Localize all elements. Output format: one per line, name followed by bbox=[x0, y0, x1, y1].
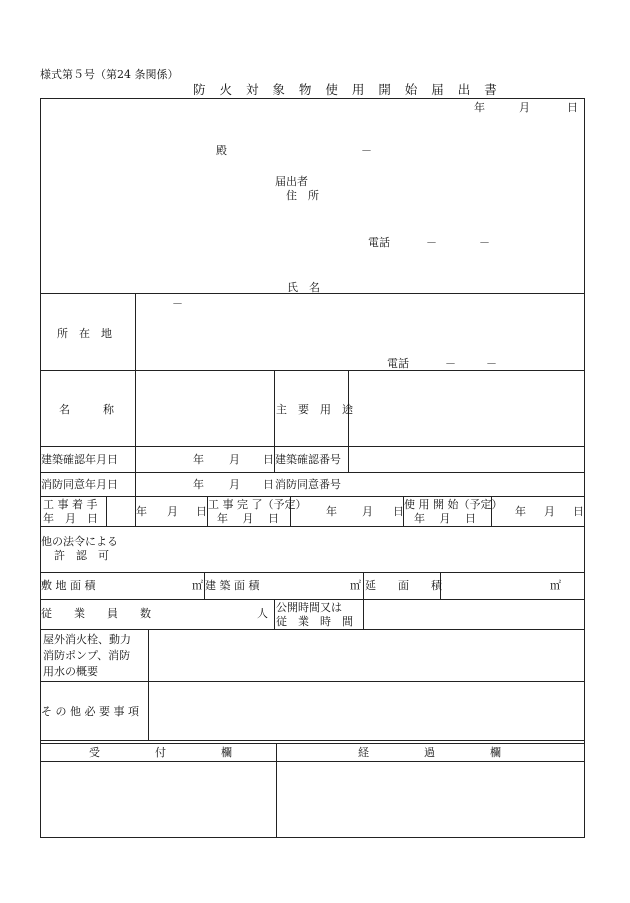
construction-start-label: 工 事 着 手 bbox=[43, 498, 98, 511]
consent-date-year: 年 bbox=[193, 478, 204, 491]
consent-number-label: 消防同意番号 bbox=[275, 478, 341, 491]
construction-start-day: 日 bbox=[196, 505, 207, 518]
construction-complete-label: 工 事 完 了（予定） bbox=[208, 498, 307, 511]
notifier-name-label: 氏 名 bbox=[287, 281, 320, 294]
form-number: 様式第５号（第24 条関係） bbox=[40, 68, 179, 81]
site-area-label: 敷 地 面 積 bbox=[41, 579, 96, 592]
confirm-date-label: 建築確認年月日 bbox=[41, 453, 118, 466]
staff-count-unit: 人 bbox=[257, 607, 268, 620]
total-area-label: 延 面 積 bbox=[365, 579, 442, 592]
date-month: 月 bbox=[519, 101, 530, 114]
use-start-month: 月 bbox=[544, 505, 555, 518]
total-area-unit: ㎡ bbox=[550, 579, 561, 592]
use-start-label-2: 年 月 日 bbox=[414, 512, 476, 525]
progress-field[interactable] bbox=[277, 762, 583, 836]
notifier-address-label: 住 所 bbox=[286, 189, 319, 202]
progress-label: 経 過 欄 bbox=[358, 746, 501, 759]
consent-date-day: 日 bbox=[263, 478, 274, 491]
permit-label-2: 許 認 可 bbox=[54, 549, 109, 562]
main-use-label: 主 要 用 途 bbox=[276, 403, 353, 416]
confirm-number-label: 建築確認番号 bbox=[275, 453, 341, 466]
form-title: 防 火 対 象 物 使 用 開 始 届 出 書 bbox=[193, 82, 502, 97]
permit-label: 他の法令による bbox=[41, 535, 118, 548]
postal-dash: － bbox=[361, 144, 372, 157]
reception-field[interactable] bbox=[41, 762, 275, 836]
use-start-year: 年 bbox=[515, 505, 526, 518]
building-area-unit: ㎡ bbox=[350, 579, 361, 592]
use-start-label: 使 用 開 始（予定） bbox=[404, 498, 503, 511]
consent-date-label: 消防同意年月日 bbox=[41, 478, 118, 491]
equipment-label-2: 消防ポンプ、消防 bbox=[43, 649, 131, 662]
site-area-unit: ㎡ bbox=[192, 579, 203, 592]
staff-count-label: 従 業 員 数 bbox=[41, 607, 151, 620]
consent-date-month: 月 bbox=[229, 478, 240, 491]
construction-complete-year: 年 bbox=[326, 505, 337, 518]
use-start-day: 日 bbox=[573, 505, 584, 518]
equipment-label-3: 用水の概要 bbox=[43, 665, 98, 678]
addressee-suffix: 殿 bbox=[216, 144, 227, 157]
notifier-phone-dash-2: － bbox=[479, 236, 490, 249]
location-label: 所 在 地 bbox=[57, 327, 112, 340]
construction-start-label-2: 年 月 日 bbox=[43, 512, 98, 525]
confirm-date-year: 年 bbox=[193, 453, 204, 466]
location-phone-dash-2: － bbox=[486, 357, 497, 370]
date-year: 年 bbox=[474, 101, 485, 114]
location-phone-label: 電話 bbox=[387, 357, 409, 370]
notifier-label: 届出者 bbox=[275, 175, 308, 188]
equipment-label: 屋外消火栓、動力 bbox=[43, 633, 131, 646]
construction-complete-label-2: 年 月 日 bbox=[217, 512, 279, 525]
confirm-date-month: 月 bbox=[229, 453, 240, 466]
confirm-date-day: 日 bbox=[263, 453, 274, 466]
construction-start-year: 年 bbox=[136, 505, 147, 518]
construction-complete-month: 月 bbox=[362, 505, 373, 518]
building-area-label: 建 築 面 積 bbox=[205, 579, 260, 592]
construction-complete-day: 日 bbox=[393, 505, 404, 518]
notifier-phone-label: 電話 bbox=[368, 236, 390, 249]
notifier-phone-dash-1: － bbox=[426, 236, 437, 249]
construction-start-month: 月 bbox=[167, 505, 178, 518]
name-label: 名 称 bbox=[59, 403, 114, 416]
hours-label: 公開時間又は bbox=[276, 601, 342, 614]
date-day: 日 bbox=[567, 101, 578, 114]
hours-label-2: 従 業 時 間 bbox=[276, 615, 353, 628]
location-phone-dash-1: － bbox=[445, 357, 456, 370]
reception-label: 受 付 欄 bbox=[89, 746, 232, 759]
other-label: そ の 他 必 要 事 項 bbox=[41, 705, 139, 718]
location-postal-dash: － bbox=[172, 297, 183, 310]
